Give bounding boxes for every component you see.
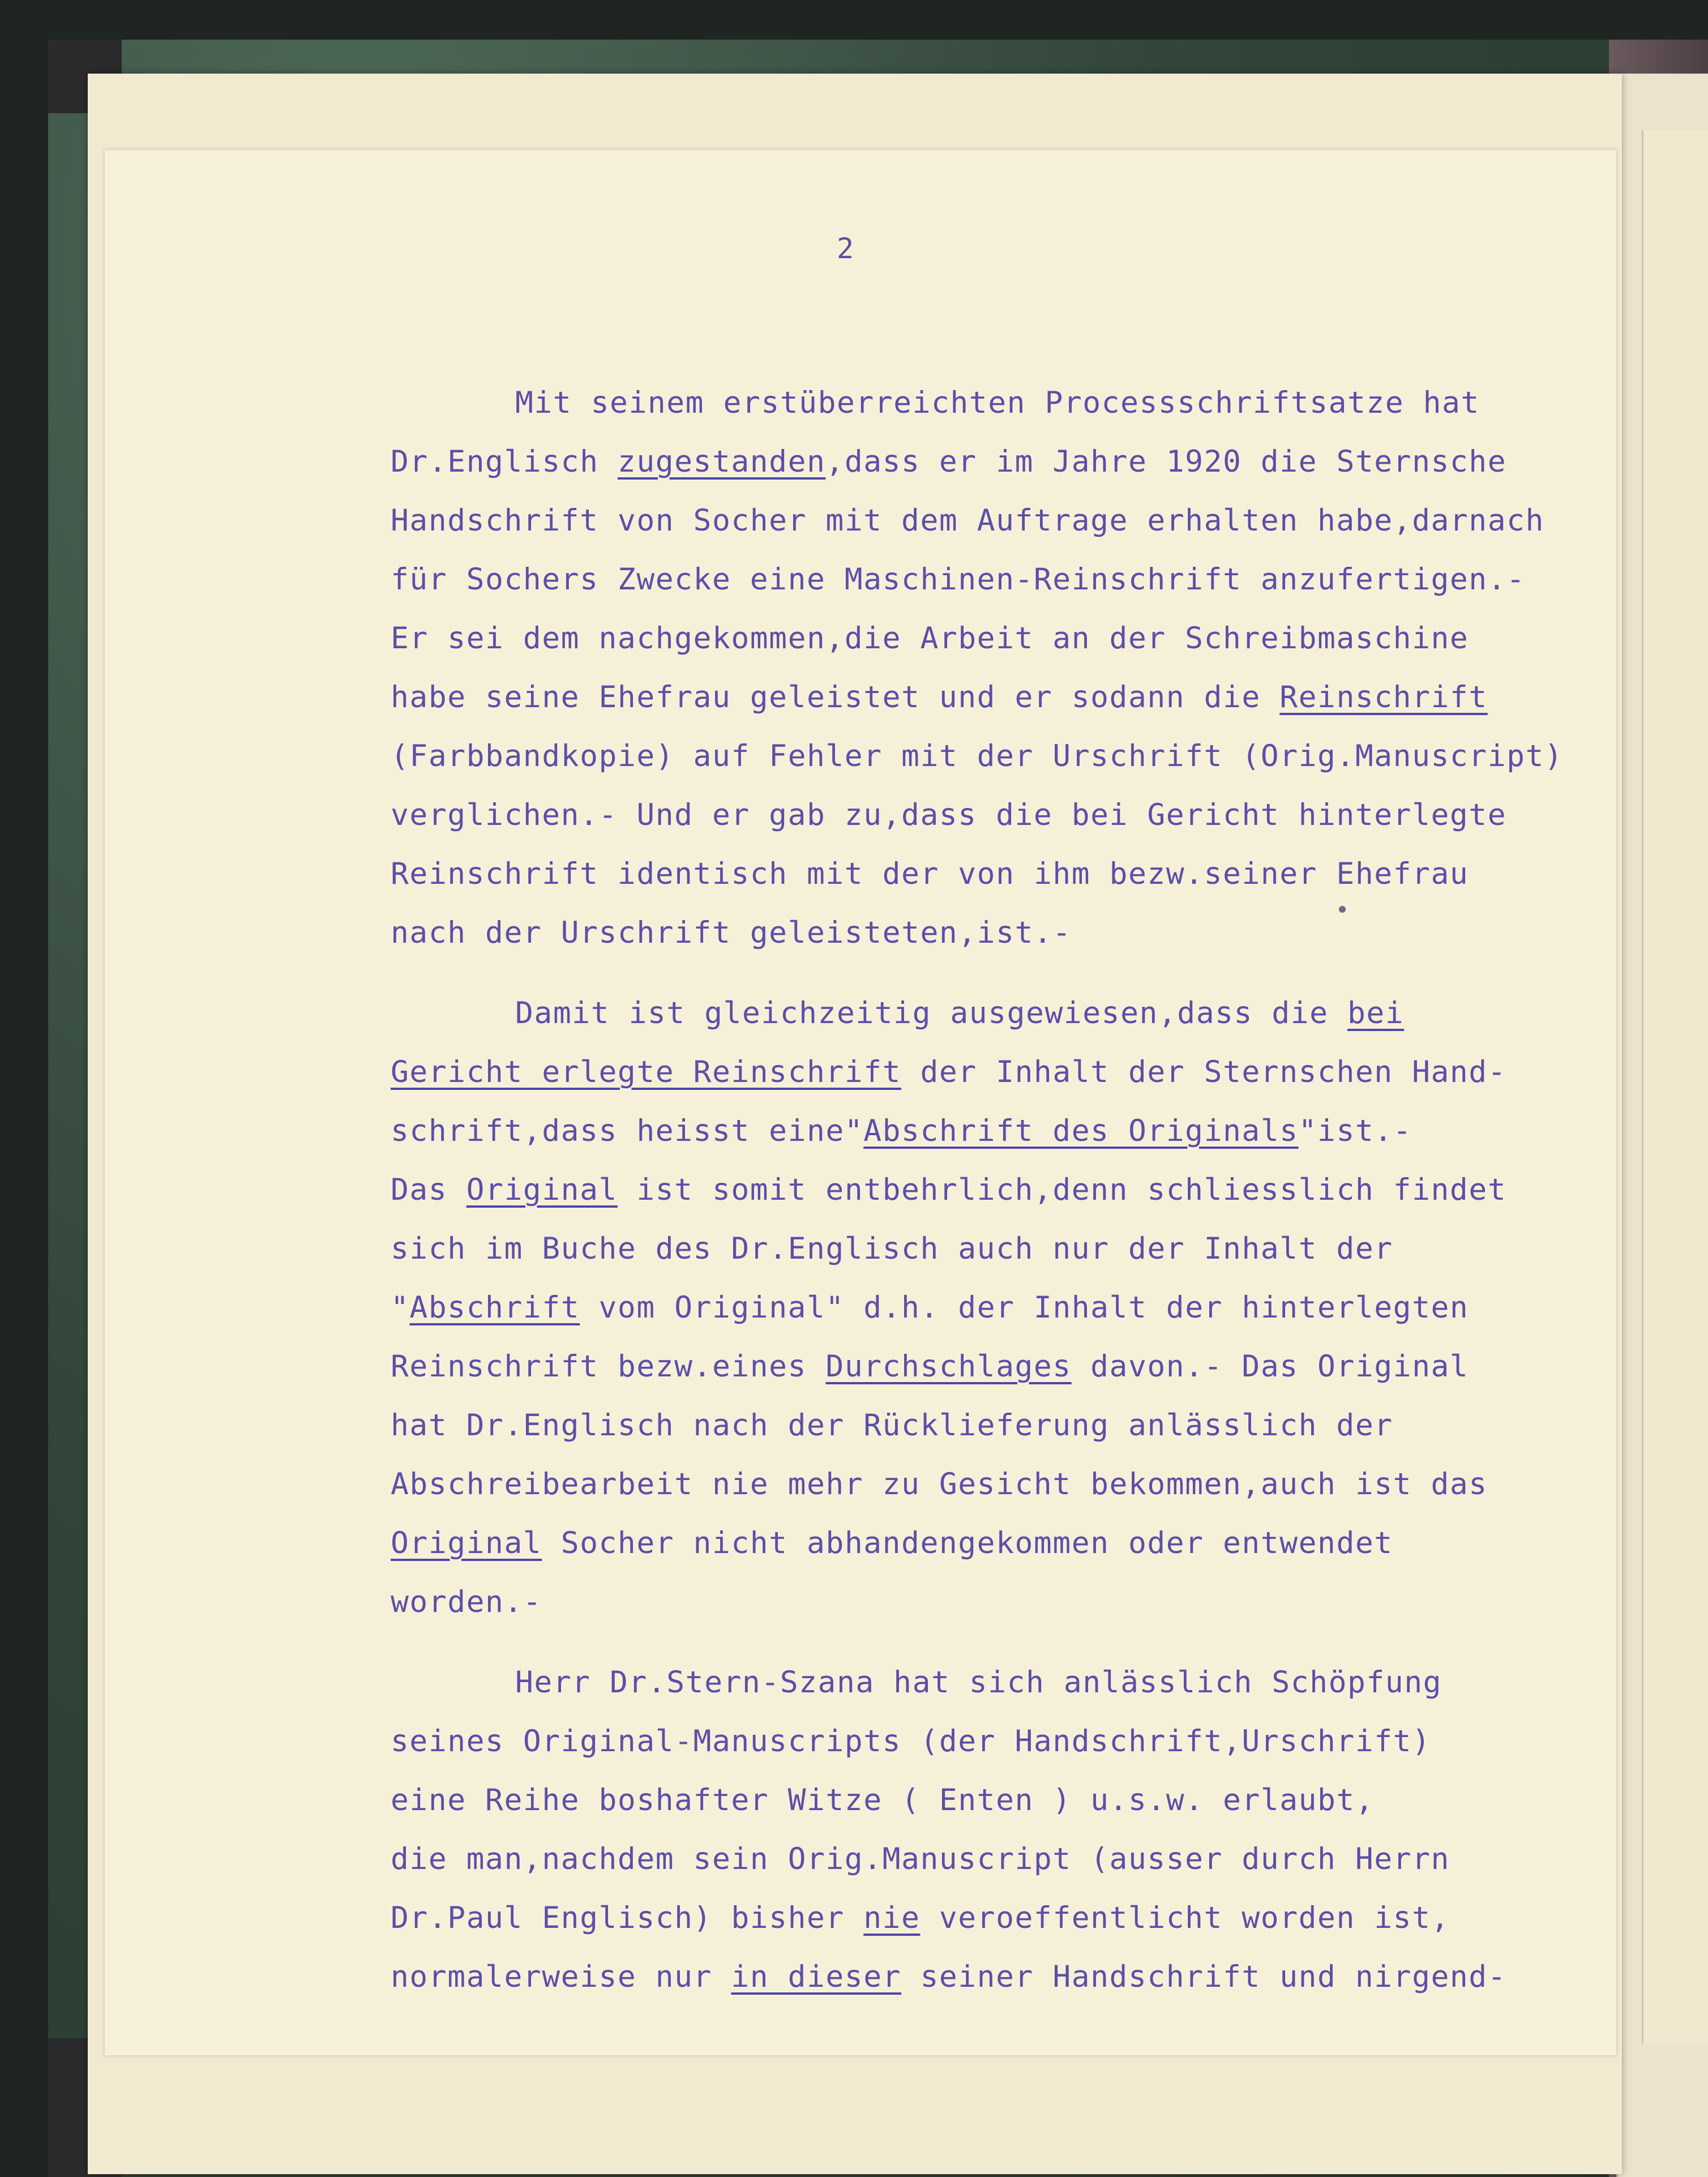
text-line — [391, 609, 1534, 668]
text-run: Damit ist gleichzeitig ausgewiesen,dass die — [515, 996, 1347, 1030]
text-run: für Sochers Zwecke eine Maschinen-Reinschrift anzufertigen.- — [391, 562, 1526, 597]
text-run: "ist.- — [1298, 1114, 1412, 1148]
text-line — [391, 1948, 1534, 2007]
text-run: normalerweise nur — [391, 1960, 731, 1994]
text-run: Mit seinem erstüberreichten Processschriftsatze hat — [515, 386, 1480, 420]
text-run: Er sei dem nachgekommen,die Arbeit an der Schreibmaschine — [391, 621, 1469, 656]
text-run: Reinschrift identisch mit der von ihm bezw.seiner Ehefrau — [391, 857, 1469, 891]
text-line — [391, 1514, 1534, 1573]
text-line — [391, 845, 1534, 904]
text-run: verglichen.- Und er gab zu,dass die bei Gericht hinterlegte — [391, 798, 1507, 832]
text-run: Dr.Englisch — [391, 444, 618, 479]
underlined-text-run: Durchschlages — [825, 1349, 1072, 1384]
text-line — [391, 491, 1544, 550]
text-line — [391, 1573, 1534, 1632]
text-run: veroeffentlicht worden ist, — [920, 1901, 1450, 1935]
underlined-text-run: Abschrift — [409, 1290, 580, 1325]
text-run: hat Dr.Englisch nach der Rücklieferung anlässlich der — [391, 1408, 1393, 1443]
text-run: sich im Buche des Dr.Englisch auch nur der Inhalt der — [391, 1231, 1393, 1266]
typed-text-body — [391, 374, 1564, 2028]
text-run: schrift,dass heisst eine" — [391, 1114, 864, 1148]
text-line — [391, 1220, 1534, 1278]
text-line — [391, 1455, 1534, 1514]
text-run: seiner Handschrift und nirgend- — [901, 1960, 1507, 1994]
paragraph — [391, 374, 1564, 963]
text-run: vom Original" d.h. der Inhalt der hinterlegten — [580, 1290, 1469, 1325]
text-line — [391, 1889, 1534, 1948]
text-run: ,dass er im Jahre 1920 die Sternsche — [825, 444, 1507, 479]
underlined-text-run: Gericht erlegte Reinschrift — [391, 1055, 902, 1089]
text-run: Abschreibearbeit nie mehr zu Gesicht bekommen,auch ist das — [391, 1467, 1488, 1502]
underlined-text-run: Abschrift des Originals — [863, 1114, 1299, 1148]
text-run: ist somit entbehrlich,denn schliesslich findet — [617, 1173, 1507, 1207]
underlined-text-run: Original — [466, 1173, 618, 1207]
underlined-text-run: nie — [863, 1901, 921, 1935]
text-line — [391, 1102, 1534, 1161]
text-line — [391, 374, 1534, 433]
text-line — [391, 1278, 1534, 1337]
text-run: davon.- Das Original — [1071, 1349, 1469, 1384]
text-run: Socher nicht abhandengekommen oder entwendet — [542, 1526, 1393, 1560]
text-line — [391, 1161, 1534, 1220]
text-line — [391, 1712, 1534, 1771]
ink-speck — [1339, 906, 1346, 913]
text-run: seines Original-Manuscripts (der Handschrift,Urschrift) — [391, 1724, 1431, 1759]
text-line — [391, 984, 1534, 1043]
text-run: die man,nachdem sein Orig.Manuscript (ausser durch Herrn — [391, 1842, 1450, 1876]
text-run: Dr.Paul Englisch) bisher — [391, 1901, 864, 1935]
text-line — [391, 904, 1534, 963]
text-run: Herr Dr.Stern-Szana hat sich anlässlich Schöpfung — [515, 1665, 1442, 1700]
underlined-text-run: zugestanden — [617, 444, 826, 479]
text-run: Das — [391, 1173, 466, 1207]
paragraph — [391, 984, 1534, 1632]
underlined-text-run: Reinschrift — [1279, 680, 1488, 715]
text-line — [391, 1043, 1534, 1102]
text-run: eine Reihe boshafter Witze ( Enten ) u.s.w. erlaubt, — [391, 1783, 1375, 1817]
next-page-inner-edge — [1642, 130, 1708, 2044]
text-run: habe seine Ehefrau geleistet und er sodann die — [391, 680, 1280, 715]
text-line — [391, 1653, 1534, 1712]
underlined-text-run: bei — [1347, 996, 1405, 1030]
text-run: (Farbbandkopie) auf Fehler mit der Urschrift (Orig.Manuscript) — [391, 739, 1564, 773]
text-line — [391, 1830, 1534, 1889]
paragraph — [391, 1653, 1534, 2007]
text-line — [391, 1396, 1534, 1455]
text-line — [391, 433, 1534, 491]
underlined-text-run: Original — [391, 1526, 542, 1560]
text-run: " — [391, 1290, 410, 1325]
underlined-text-run: in dieser — [731, 1960, 902, 1994]
text-line — [391, 1771, 1534, 1830]
text-line — [391, 668, 1534, 727]
text-run: worden.- — [391, 1585, 542, 1619]
text-run: nach der Urschrift geleisteten,ist.- — [391, 916, 1072, 950]
page-number: 2 — [837, 232, 855, 265]
text-run: Reinschrift bezw.eines — [391, 1349, 826, 1384]
text-run: der Inhalt der Sternschen Hand- — [901, 1055, 1507, 1089]
text-line — [391, 1337, 1534, 1396]
text-line — [391, 786, 1534, 845]
text-line — [391, 550, 1534, 609]
text-line — [391, 727, 1564, 786]
text-run: Handschrift von Socher mit dem Auftrage erhalten habe,darnach — [391, 503, 1544, 538]
